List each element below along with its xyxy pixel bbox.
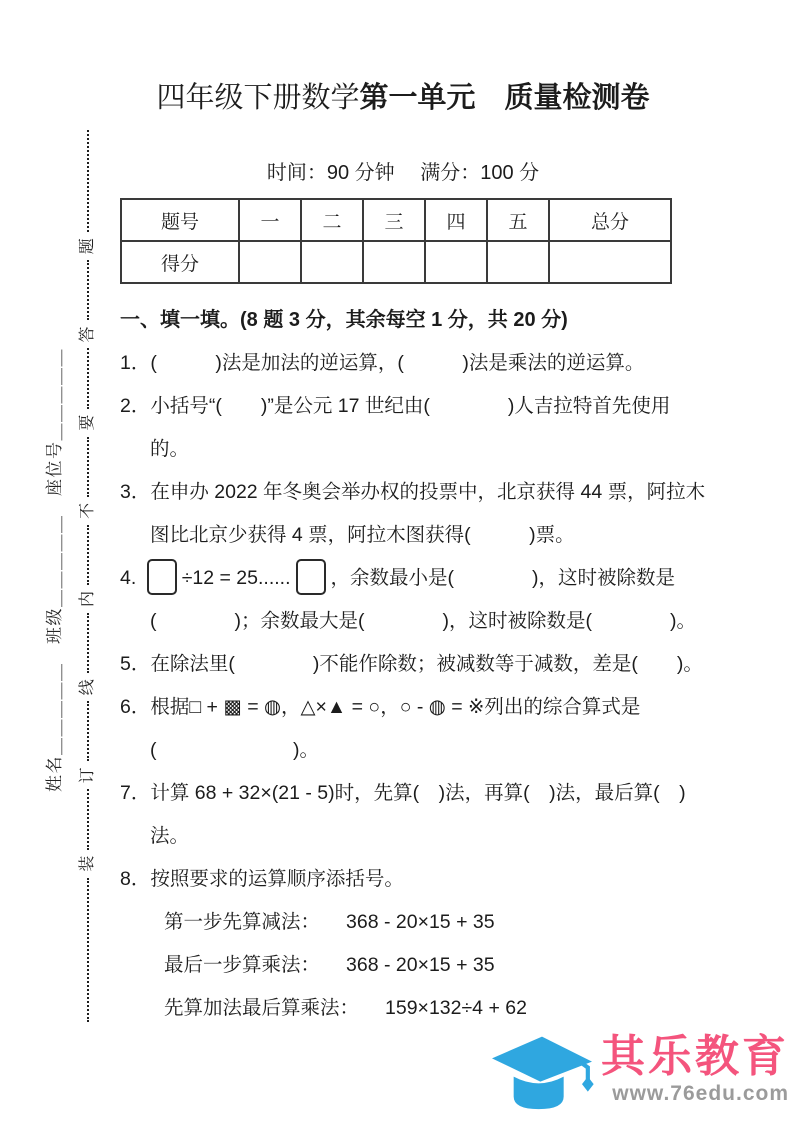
dotted-line-segment [87, 130, 89, 232]
score-table-cell: 一 [239, 199, 301, 241]
publisher-name: 其乐教育 [601, 1032, 789, 1082]
dotted-line-segment [87, 878, 89, 1022]
binding-char: 不 [79, 502, 96, 519]
dotted-line-segment [87, 348, 89, 408]
question-4-line-2: ( )；余数最大是( )，这时被除数是( )。 [150, 610, 696, 632]
score-table-empty-cell [549, 241, 671, 283]
score-table-cell: 总分 [549, 199, 671, 241]
score-table-cell: 五 [487, 199, 549, 241]
dotted-line-segment [87, 437, 89, 497]
binding-char: 题 [79, 238, 96, 255]
question-8-item-1-expression: 368 - 20×15 + 35 [346, 911, 495, 933]
question-8-item-1 [120, 901, 686, 944]
question-7-line-1: 7．计算 68 + 32×(21 - 5)时，先算( )法，再算( )法，最后算( ) [120, 782, 686, 804]
score-table-cell: 二 [301, 199, 363, 241]
score-table-cell: 得分 [121, 241, 239, 283]
question-8-item-1-label: 第一步先算减法： [164, 911, 321, 933]
question-7-line-2: 法。 [150, 825, 190, 847]
question-3-line-1: 3．在申办 2022 年冬奥会举办权的投票中，北京获得 44 票，阿拉木 [120, 481, 706, 503]
binding-char: 订 [79, 767, 96, 784]
answer-box [147, 559, 177, 595]
score-table-header-row [121, 199, 671, 241]
question-2-line-1: 2．小括号“( )”是公元 17 世纪由( )人吉拉特首先使用 [120, 395, 671, 417]
dotted-line-segment [87, 525, 89, 585]
question-6-line-2: ( )。 [150, 739, 319, 761]
binding-line [77, 130, 99, 1022]
dotted-line-segment [87, 260, 89, 320]
question-4-number: 4. [120, 567, 137, 589]
dotted-line-segment [87, 613, 89, 673]
score-table-empty-cell [425, 241, 487, 283]
answer-box [296, 559, 326, 595]
dotted-line-segment [87, 789, 89, 849]
student-info-labels: 姓名＿＿＿＿＿ 班级＿＿＿＿＿ 座位号＿＿＿＿＿ [45, 348, 64, 792]
dotted-line-segment [87, 701, 89, 761]
section-heading: 一、填一填。(8 题 3 分，其余每空 1 分，共 20 分) [120, 309, 568, 331]
publisher-logo-text [601, 1034, 789, 1105]
question-4-line-1 [120, 557, 686, 600]
question-5: 5．在除法里( )不能作除数；被减数等于减数，差是( )。 [120, 653, 703, 675]
score-table-empty-cell [239, 241, 301, 283]
binding-char: 装 [79, 855, 96, 872]
question-8-item-2 [120, 944, 686, 987]
publisher-url: www.76edu.com [612, 1081, 789, 1105]
score-table-cell: 题号 [121, 199, 239, 241]
page-title [120, 76, 686, 120]
page-title-regular: 四年级下册数学 [156, 82, 360, 114]
binding-char: 线 [79, 679, 96, 696]
question-8-item-2-expression: 368 - 20×15 + 35 [346, 954, 495, 976]
binding-char: 内 [79, 591, 96, 608]
question-4-mid-text: ÷12 = 25...... [181, 567, 291, 589]
question-1: 1．( )法是加法的逆运算，( )法是乘法的逆运算。 [120, 352, 645, 374]
score-table-empty-cell [487, 241, 549, 283]
question-8-item-3-expression: 159×132÷4 + 62 [385, 997, 527, 1019]
question-3-line-2: 图比北京少获得 4 票，阿拉木图获得( )票。 [150, 524, 575, 546]
question-8-item-3-label: 先算加法最后算乘法： [164, 997, 360, 1019]
time-and-score-info: 时间：90 分钟 满分：100 分 [266, 162, 540, 184]
graduation-cap-icon [487, 1024, 597, 1116]
score-table-score-row [121, 241, 671, 283]
score-table-cell: 三 [363, 199, 425, 241]
page-title-bold: 第一单元 质量检测卷 [359, 82, 650, 114]
question-8-item-2-label: 最后一步算乘法： [164, 954, 321, 976]
publisher-logo [487, 1024, 789, 1116]
question-6-line-1: 6．根据□ + ▩ = ◍，△×▲ = ○，○ - ◍ = ※列出的综合算式是 [120, 696, 641, 718]
binding-char: 答 [79, 326, 96, 343]
score-table-empty-cell [363, 241, 425, 283]
question-4-tail-text: ，余数最小是( )，这时被除数是 [330, 567, 675, 589]
question-8: 8．按照要求的运算顺序添括号。 [120, 868, 404, 890]
score-table-cell: 四 [425, 199, 487, 241]
score-table [120, 198, 672, 284]
score-table-empty-cell [301, 241, 363, 283]
binding-char: 要 [79, 414, 96, 431]
test-paper [120, 76, 706, 1030]
question-2-line-2: 的。 [150, 438, 190, 460]
